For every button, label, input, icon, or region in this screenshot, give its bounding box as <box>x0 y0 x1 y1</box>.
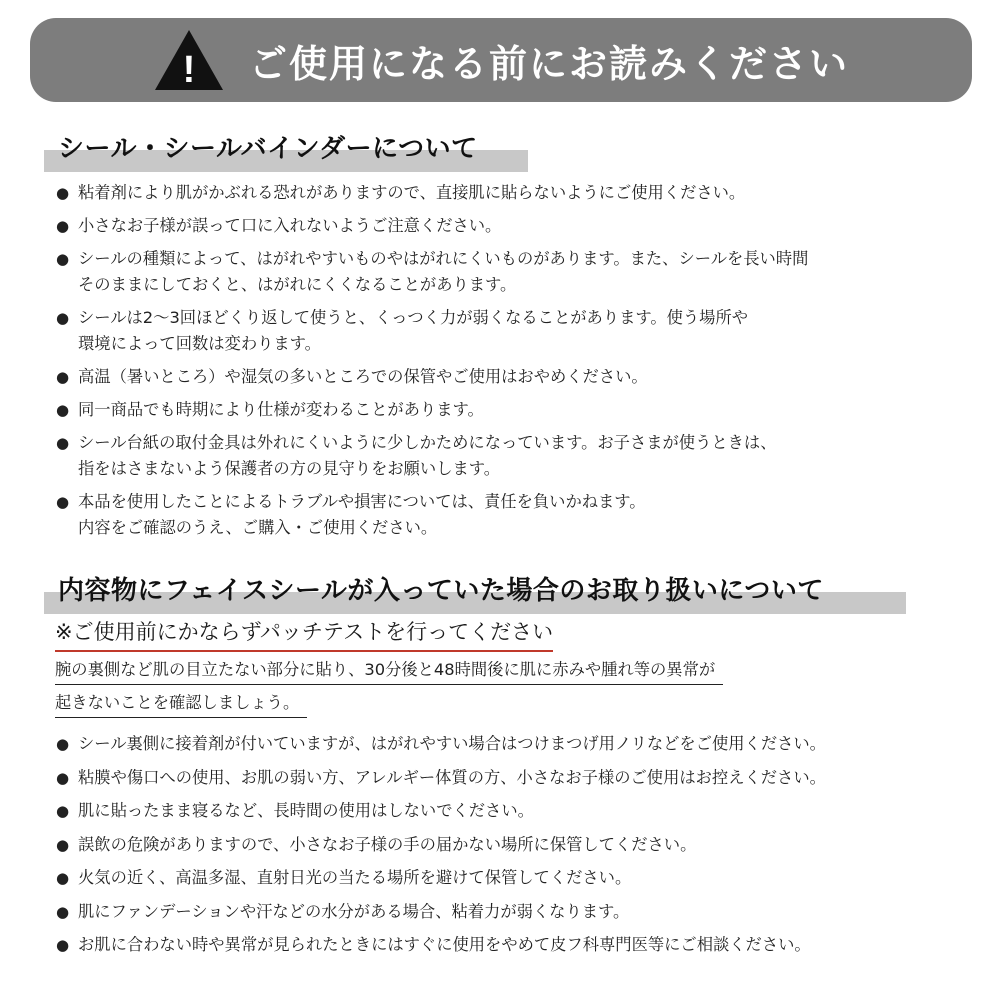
banner-title: ご使用になる前にお読みください <box>248 41 849 86</box>
patch-test-description <box>55 656 723 718</box>
list-item-text-cont: 内容をご確認のうえ、ご購入・ご使用ください。 <box>78 518 438 537</box>
list-item-text-cont: そのままにしておくと、はがれにくくなることがあります。 <box>78 275 517 294</box>
list-item-text: シール台紙の取付金具は外れにくいように少しかためになっています。お子さまが使うときは、 <box>78 433 777 452</box>
list-item-text: お肌に合わない時や異常が見られたときにはすぐに使用をやめて皮フ科専門医等にご相談ください。 <box>78 935 811 954</box>
bullet-icon: ● <box>56 401 70 419</box>
bullet-icon: ● <box>56 368 70 386</box>
bullet-icon: ● <box>56 217 70 235</box>
patch-test-line-1: 腕の裏側など肌の目立たない部分に貼り、30分後と48時間後に肌に赤みや腫れ等の異常が <box>55 656 723 685</box>
svg-text:!: ! <box>182 49 196 91</box>
bullet-icon: ● <box>56 184 70 202</box>
section2-list <box>56 731 956 958</box>
list-item-text: 粘着剤により肌がかぶれる恐れがありますので、直接肌に貼らないようにご使用ください。 <box>78 183 746 202</box>
patch-test-line-2: 起きないことを確認しましょう。 <box>55 689 307 718</box>
list-item-text: 誤飲の危険がありますので、小さなお子様の手の届かない場所に保管してください。 <box>78 834 697 854</box>
list-item-text: シール裏側に接着剤が付いていますが、はがれやすい場合はつけまつげ用ノリなどをご使用ください。 <box>78 734 826 753</box>
bullet-icon: ● <box>56 493 70 511</box>
list-item <box>56 213 956 239</box>
bullet-icon: ● <box>56 869 70 887</box>
bullet-icon: ● <box>56 768 70 787</box>
list-item <box>56 765 956 791</box>
list-item-text: 高温（暑いところ）や湿気の多いところでの保管やご使用はおやめください。 <box>78 367 648 386</box>
list-item <box>56 899 956 925</box>
list-item <box>56 932 956 958</box>
list-item-text: 小さなお子様が誤って口に入れないようご注意ください。 <box>78 216 502 235</box>
list-item <box>56 430 956 482</box>
bullet-icon: ● <box>56 835 70 854</box>
section1-heading-text: シール・シールバインダーについて <box>58 134 478 164</box>
list-item <box>56 305 956 357</box>
warning-banner <box>30 18 972 102</box>
section1-list <box>56 180 956 541</box>
patch-test-notice: ※ご使用前にかならずパッチテストを行ってください <box>55 616 553 652</box>
bullet-icon: ● <box>56 434 70 452</box>
list-item <box>56 180 956 206</box>
bullet-icon: ● <box>56 309 70 327</box>
list-item <box>56 364 956 390</box>
section2-heading-text: 内容物にフェイスシールが入っていた場合のお取り扱いについて <box>58 576 824 606</box>
list-item <box>56 489 956 541</box>
list-item-text: 肌にファンデーションや汗などの水分がある場合、粘着力が弱くなります。 <box>78 901 630 921</box>
bullet-icon: ● <box>56 936 70 954</box>
section1-heading <box>44 128 528 172</box>
bullet-icon: ● <box>56 735 70 753</box>
bullet-icon: ● <box>56 802 70 820</box>
bullet-icon: ● <box>56 250 70 268</box>
list-item-text: シールは2〜3回ほどくり返して使うと、くっつく力が弱くなることがあります。使う場所や <box>78 308 749 327</box>
list-item-text: 本品を使用したことによるトラブルや損害については、責任を負いかねます。 <box>78 492 646 511</box>
list-item-text: シールの種類によって、はがれやすいものやはがれにくいものがあります。また、シールを長い時間 <box>78 249 809 268</box>
list-item <box>56 731 956 757</box>
list-item <box>56 397 956 423</box>
list-item <box>56 832 956 858</box>
list-item-text: 粘膜や傷口への使用、お肌の弱い方、アレルギー体質の方、小さなお子様のご使用はお控えください。 <box>78 767 826 787</box>
list-item <box>56 246 956 298</box>
list-item-text: 火気の近く、高温多湿、直射日光の当たる場所を避けて保管してください。 <box>78 868 632 887</box>
warning-triangle-icon <box>153 28 225 92</box>
section2-heading <box>44 570 906 614</box>
bullet-icon: ● <box>56 902 70 921</box>
list-item-text: 肌に貼ったまま寝るなど、長時間の使用はしないでください。 <box>78 801 534 820</box>
list-item <box>56 865 956 891</box>
list-item-text-cont: 環境によって回数は変わります。 <box>78 334 321 353</box>
list-item-text-cont: 指をはさまないよう保護者の方の見守りをお願いします。 <box>78 459 501 478</box>
list-item <box>56 798 956 824</box>
list-item-text: 同一商品でも時期により仕様が変わることがあります。 <box>78 400 484 419</box>
